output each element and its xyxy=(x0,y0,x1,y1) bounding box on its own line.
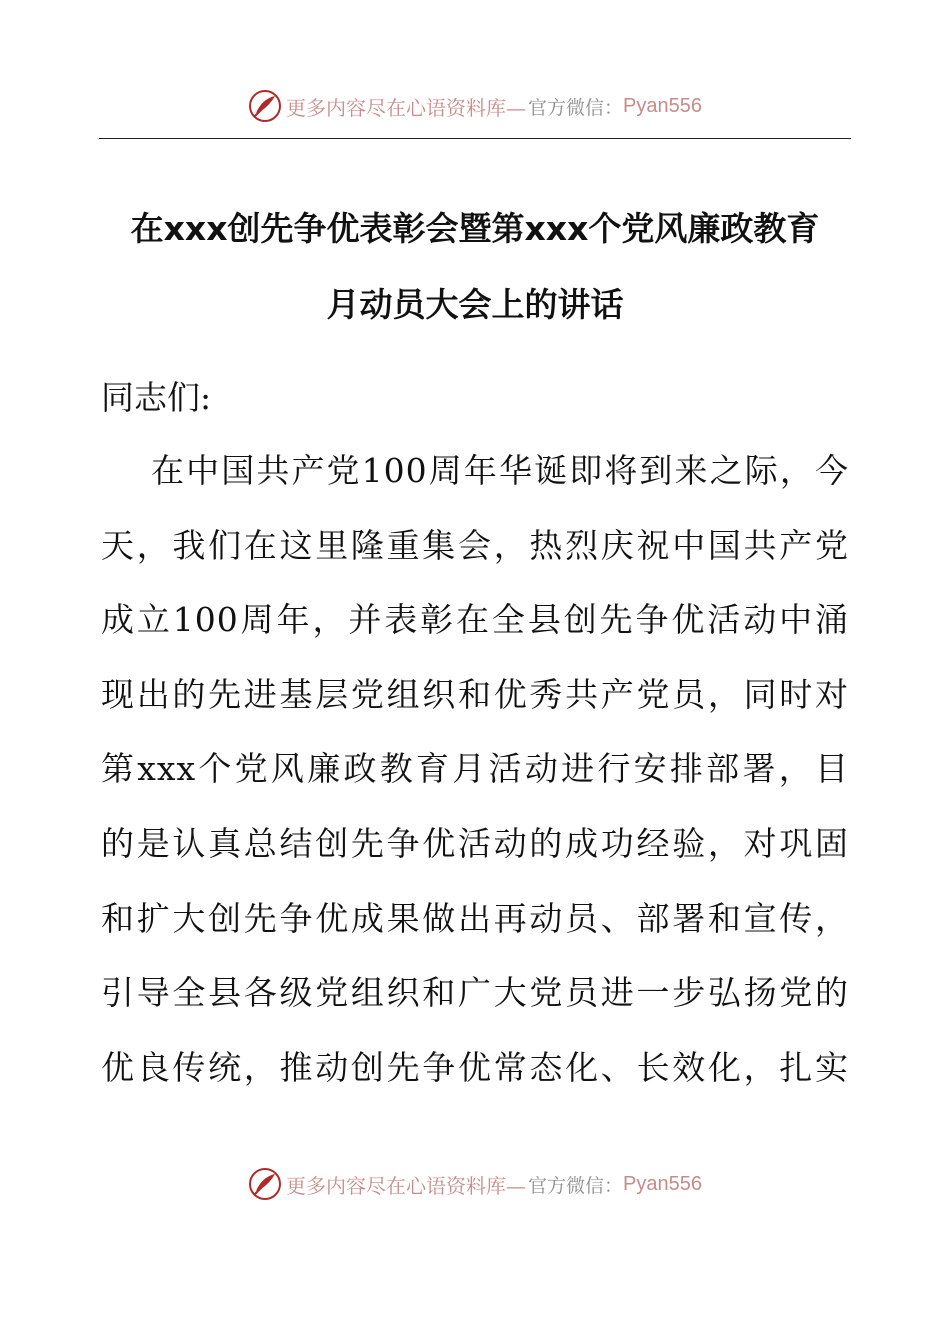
banner-text: 更多内容尽在心语资料库— xyxy=(286,95,526,120)
paragraph-line: 在中国共产党100周年华诞即将到来之际，今 xyxy=(151,451,849,490)
footer-banner xyxy=(0,1162,950,1206)
banner-wechat-id: Pyan556 xyxy=(623,94,702,117)
banner-wechat-label: 官方微信： xyxy=(528,1174,624,1197)
banner-wechat-label: 官方微信： xyxy=(528,96,624,119)
paragraph-line: 现出的先进基层党组织和优秀共产党员，同时对 xyxy=(101,675,849,714)
quill-logo-icon xyxy=(248,1167,282,1201)
banner-wechat-id: Pyan556 xyxy=(623,1172,702,1195)
salutation: 同志们: xyxy=(101,378,212,417)
header-banner xyxy=(0,84,950,128)
document-title-line-1: 在xxx创先争优表彰会暨第xxx个党风廉政教育 xyxy=(130,209,820,248)
paragraph-line: 优良传统，推动创先争优常态化、长效化，扎实 xyxy=(101,1048,849,1087)
paragraph-line: 的是认真总结创先争优活动的成功经验，对巩固 xyxy=(101,824,849,863)
paragraph-line: 和扩大创先争优成果做出再动员、部署和宣传， xyxy=(101,899,849,938)
quill-logo-icon xyxy=(248,89,282,123)
paragraph-line: 第xxx个党风廉政教育月活动进行安排部署，目 xyxy=(101,749,849,788)
banner-text: 更多内容尽在心语资料库— xyxy=(286,1173,526,1198)
paragraph-line: 引导全县各级党组织和广大党员进一步弘扬党的 xyxy=(101,973,849,1012)
header-divider xyxy=(99,138,851,139)
paragraph-line: 成立100周年，并表彰在全县创先争优活动中涌 xyxy=(101,600,849,639)
paragraph-line: 天，我们在这里隆重集会，热烈庆祝中国共产党 xyxy=(101,526,849,565)
document-title-line-2: 月动员大会上的讲话 xyxy=(326,285,624,324)
